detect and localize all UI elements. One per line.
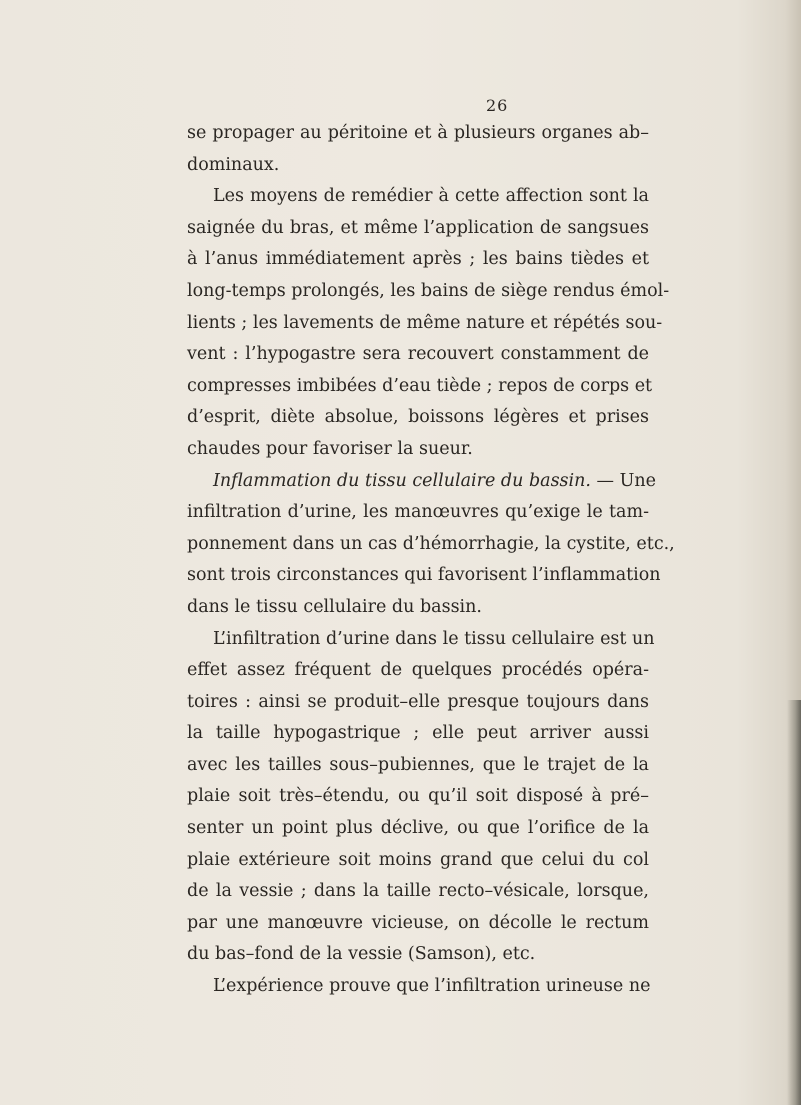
- section-heading: Inflammation du tissu cellulaire du bassin.: [213, 470, 591, 491]
- text-line: effet assez fréquent de quelques procédés opéra-: [187, 660, 649, 681]
- page-edge-shadow: [787, 700, 801, 1105]
- text-line: par une manœuvre vicieuse, on décolle le rectum: [187, 912, 649, 933]
- text-line: infiltration d’urine, les manœuvres qu’exige le tam-: [187, 502, 649, 523]
- text-line: long-temps prolongés, les bains de siège rendus émol-: [187, 280, 670, 301]
- text-line: compresses imbibées d’eau tiède ; repos de corps et: [187, 375, 653, 396]
- text-line: [187, 466, 656, 498]
- text-line: avec les tailles sous–pubiennes, que le trajet de la: [187, 754, 649, 775]
- text-line: plaie soit très–étendu, ou qu’il soit disposé à pré–: [187, 786, 649, 807]
- text-line: saignée du bras, et même l’application de sangsues: [187, 217, 649, 238]
- page-number: 26: [486, 96, 509, 115]
- text-line: chaudes pour favoriser la sueur.: [187, 438, 473, 459]
- text-line: toires : ainsi se produit–elle presque toujours dans: [187, 691, 649, 712]
- text-line: plaie extérieure soit moins grand que celui du col: [187, 849, 649, 870]
- text-line: se propager au péritoine et à plusieurs organes ab–: [187, 123, 649, 143]
- text-line: sont trois circonstances qui favorisent l’inflammation: [187, 565, 661, 586]
- text-line: Les moyens de remédier à cette affection sont la: [213, 186, 649, 207]
- text-line: lients ; les lavements de même nature et répétés sou-: [187, 312, 663, 333]
- text-line: vent : l’hypogastre sera recouvert constamment de: [187, 344, 649, 365]
- text-line-rest: — Une: [590, 470, 656, 491]
- text-line: L’expérience prouve que l’infiltration urineuse ne: [213, 976, 651, 997]
- text-line: ponnement dans un cas d’hémorrhagie, la cystite, etc.,: [187, 533, 675, 554]
- body-text: [187, 118, 675, 1003]
- text-line: senter un point plus déclive, ou que l’orifice de la: [187, 818, 649, 839]
- text-line: dans le tissu cellulaire du bassin.: [187, 596, 482, 617]
- text-line: d’esprit, diète absolue, boissons légères et prises: [187, 407, 649, 428]
- text-line: de la vessie ; dans la taille recto–vésicale, lorsque,: [187, 881, 649, 902]
- text-line: la taille hypogastrique ; elle peut arriver aussi: [187, 723, 649, 744]
- text-line: dominaux.: [187, 154, 280, 175]
- text-line: du bas–fond de la vessie (Samson), etc.: [187, 944, 536, 965]
- text-line: à l’anus immédiatement après ; les bains tièdes et: [187, 249, 649, 270]
- text-line: L’infiltration d’urine dans le tissu cellulaire est un: [213, 628, 655, 649]
